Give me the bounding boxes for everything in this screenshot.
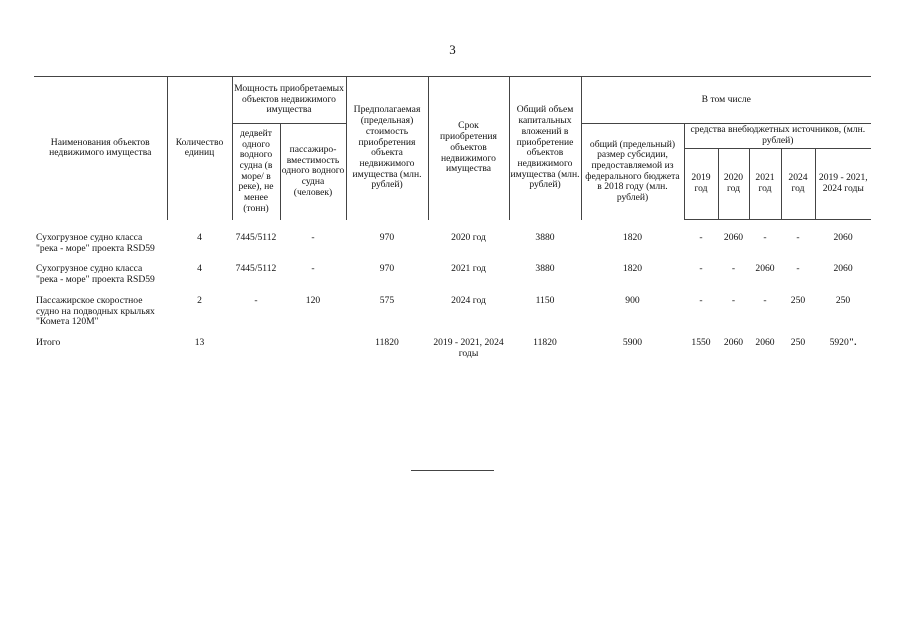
cell-total: 3880 xyxy=(535,263,555,275)
total-row xyxy=(34,338,871,359)
cell-name: Пассажирское скоростное судно на подводных крыльях "Комета 120М" xyxy=(36,294,155,328)
cell-cost: 575 xyxy=(379,294,395,306)
cell-qty: 4 xyxy=(197,263,202,275)
header-year-2020: 2020 год xyxy=(718,149,749,220)
cell-subsidy: 900 xyxy=(625,294,640,306)
cell-total: 11820 xyxy=(533,337,557,349)
cell-term: 2021 год xyxy=(451,263,486,275)
header-deadweight: дедвейт одного водного судна (в море/ в реке), не менее (тонн) xyxy=(232,124,280,220)
cell-sum-value: 5920 xyxy=(829,337,849,349)
cell-qty: 13 xyxy=(194,337,205,349)
cell-2024: 250 xyxy=(790,294,806,306)
header-qty: Количество единиц xyxy=(167,77,232,220)
cell-subsidy: 1820 xyxy=(622,232,643,243)
cell-name: Сухогрузное судно класса "река - море" проекта RSD59 xyxy=(36,232,155,254)
header-year-2019: 2019 год xyxy=(684,149,718,220)
cell-2019: - xyxy=(699,263,703,275)
cell-deadweight: 7445/5112 xyxy=(235,263,277,275)
cell-cost: 11820 xyxy=(375,337,399,349)
table-row xyxy=(34,296,871,328)
cell-deadweight xyxy=(232,338,280,359)
footer-divider xyxy=(411,470,494,471)
cell-passenger: - xyxy=(311,232,315,243)
cell-term: 2020 год xyxy=(451,232,486,243)
cell-total: 1150 xyxy=(535,294,555,306)
cell-2020: - xyxy=(731,263,736,275)
header-term: Срок приобретения объектов недвижимого имущества xyxy=(428,77,509,220)
cell-2021: 2060 xyxy=(755,337,775,349)
cell-2021: - xyxy=(763,232,767,243)
cell-2024: - xyxy=(796,263,800,275)
header-cost: Предполагаемая (предельная) стоимость приобретения объекта недвижимого имущества (млн. рублей) xyxy=(346,77,428,220)
header-subsidy: общий (предельный) размер субсидии, предоставляемой из федерального бюджета в 2018 году (млн. рублей) xyxy=(581,124,684,220)
cell-total: 3880 xyxy=(535,232,555,243)
cell-2020: 2060 xyxy=(723,232,744,243)
header-capacity: Мощность приобретаемых объектов недвижимого имущества xyxy=(232,77,346,124)
cell-2021: 2060 xyxy=(755,263,775,275)
cell-2019: - xyxy=(699,294,703,306)
cell-2019: - xyxy=(699,232,703,243)
cell-cost: 970 xyxy=(379,263,395,275)
cell-2019: 1550 xyxy=(691,337,711,349)
cell-sum xyxy=(815,338,871,359)
cell-2021: - xyxy=(763,294,767,306)
header-year-sum: 2019 - 2021, 2024 годы xyxy=(815,149,871,220)
cell-2020: 2060 xyxy=(723,337,744,349)
cell-subsidy: 5900 xyxy=(622,337,643,349)
cell-2024: 250 xyxy=(790,337,806,349)
cell-sum: 2060 xyxy=(833,263,853,275)
cell-subsidy: 1820 xyxy=(622,263,643,275)
header-year-2024: 2024 год xyxy=(781,149,815,220)
table-row xyxy=(34,233,871,254)
cell-passenger xyxy=(280,338,346,359)
cell-qty: 4 xyxy=(197,232,202,243)
header-total-investment: Общий объем капитальных вложений в приобретение объектов недвижимого имущества (млн. рублей) xyxy=(509,77,581,220)
cell-2024: - xyxy=(796,232,800,243)
cell-name: Сухогрузное судно класса "река - море" проекта RSD59 xyxy=(36,263,155,286)
page-number: 3 xyxy=(449,42,456,57)
header-including: В том числе xyxy=(581,77,871,124)
cell-qty: 2 xyxy=(197,294,202,306)
cell-term: 2019 - 2021, 2024 годы xyxy=(433,337,504,359)
header-name: Наименования объектов недвижимого имущества xyxy=(34,77,167,220)
cell-passenger: 120 xyxy=(305,294,321,306)
table-row xyxy=(34,264,871,285)
cell-sum: 250 xyxy=(835,294,851,306)
cell-passenger: - xyxy=(311,263,315,275)
header-year-2021: 2021 год xyxy=(749,149,781,220)
header-extrabudget: средства внебюджетных источников, (млн. рублей) xyxy=(684,124,871,149)
cell-deadweight: - xyxy=(254,294,258,306)
cell-cost: 970 xyxy=(379,232,395,243)
cell-2020: - xyxy=(731,294,736,306)
closing-quote-mark: ". xyxy=(848,337,857,349)
cell-sum: 2060 xyxy=(833,232,853,243)
header-passenger: пассажиро-вместимость одного водного судна (человек) xyxy=(280,124,346,220)
cell-deadweight: 7445/5112 xyxy=(235,232,277,243)
cell-term: 2024 год xyxy=(451,294,486,306)
investment-table xyxy=(34,76,871,360)
cell-name: Итого xyxy=(36,337,61,349)
